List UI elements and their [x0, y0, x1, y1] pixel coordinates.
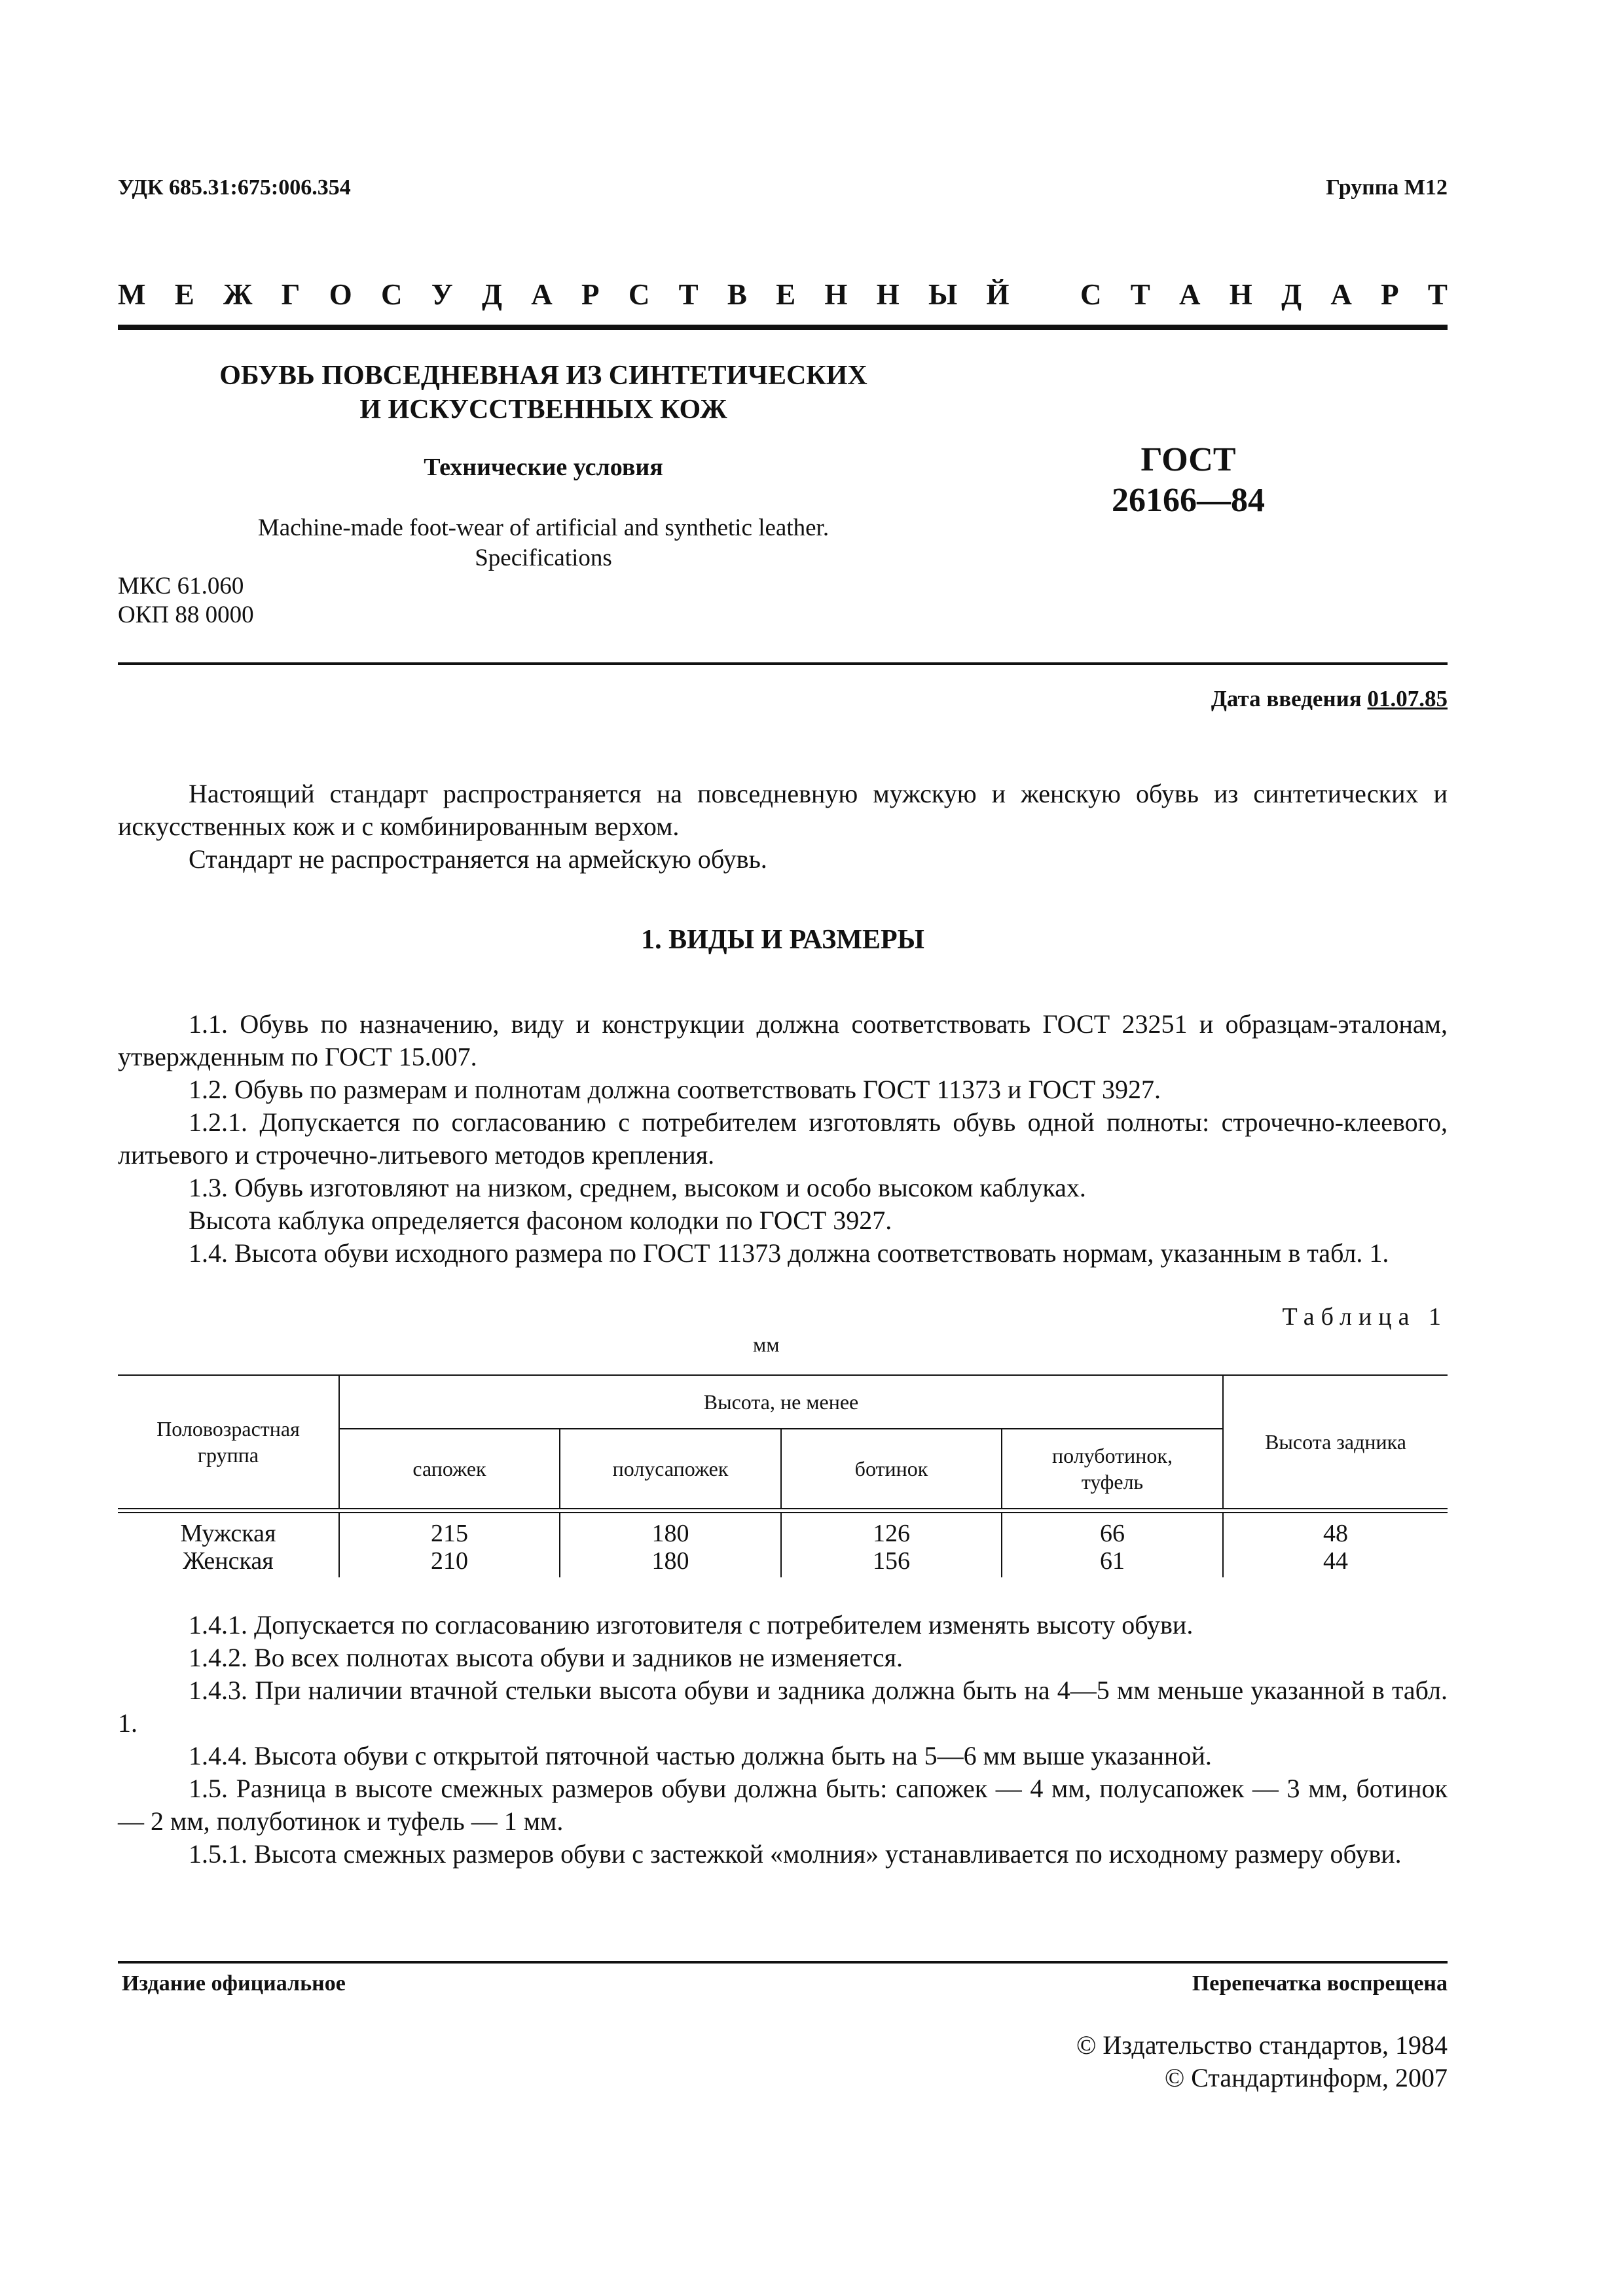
paragraph-1-4-3: 1.4.3. При наличии втачной стельки высота обуви и задника должна быть на 4—5 мм меньше указанной в табл. 1.: [118, 1676, 1448, 1738]
title-line-1: ОБУВЬ ПОВСЕДНЕВНАЯ ИЗ СИНТЕТИЧЕСКИХ: [219, 361, 867, 391]
cell-value: 126: [781, 1513, 1002, 1547]
effective-date-value: 01.07.85: [1367, 686, 1448, 711]
paragraph-heel-height: Высота каблука определяется фасоном колодки по ГОСТ 3927.: [189, 1206, 892, 1235]
cell-value: 156: [781, 1547, 1002, 1577]
paragraph-1-4-2: 1.4.2. Во всех полнотах высота обуви и задников не изменяется.: [189, 1643, 903, 1672]
banner-gap: [1038, 278, 1051, 312]
paragraph-1-2: 1.2. Обувь по размерам и полнотам должна соответствовать ГОСТ 11373 и ГОСТ 3927.: [189, 1075, 1161, 1104]
banner-letter: А: [1330, 278, 1352, 311]
cell-value: 66: [1002, 1513, 1223, 1547]
banner-letter: А: [1179, 278, 1201, 311]
paragraph-1-5-1: 1.5.1. Высота смежных размеров обуви с застежкой «молния» устанавливается по исходному размеру обуви.: [189, 1839, 1402, 1869]
group-code: Группа М12: [1326, 175, 1448, 200]
header-age-group: Половозрастная группа: [118, 1375, 339, 1509]
banner-letter: Д: [1281, 278, 1302, 311]
banner-letter: Т: [678, 278, 699, 311]
banner-letter: М: [118, 278, 146, 311]
banner-letter: Н: [1229, 278, 1252, 311]
cell-value: 61: [1002, 1547, 1223, 1577]
paragraph-1-4-4: 1.4.4. Высота обуви с открытой пяточной частью должна быть на 5—6 мм выше указанной.: [189, 1741, 1212, 1770]
mks-code: МКС 61.060: [118, 573, 244, 600]
copyright-line-2: © Стандартинформ, 2007: [1164, 2063, 1448, 2092]
banner-letter: С: [1080, 278, 1102, 311]
copyright-line-1: © Издательство стандартов, 1984: [1076, 2030, 1448, 2060]
introduction: [118, 778, 1448, 876]
banner-letter: Ы: [928, 278, 958, 311]
banner-letter: Ж: [223, 278, 253, 311]
banner-letter: С: [380, 278, 403, 311]
banner-letter: В: [727, 278, 747, 311]
title-rule: [118, 662, 1448, 665]
standard-type-banner: [118, 278, 1448, 312]
paragraph-1-2-1: 1.2.1. Допускается по согласованию с потребителем изготовлять обувь одной полноты: строчечно-клеевого, литьевого и строчечно-литьевого методов крепления.: [118, 1107, 1448, 1170]
effective-date: [1211, 686, 1448, 712]
classification-codes: [118, 572, 254, 630]
cell-value: 180: [560, 1513, 781, 1547]
reprint-forbidden: Перепечатка воспрещена: [1192, 1971, 1448, 1996]
paragraph-1-1: 1.1. Обувь по назначению, виду и конструкции должна соответствовать ГОСТ 23251 и образцам-эталонам, утвержденным по ГОСТ 15.007.: [118, 1009, 1448, 1071]
banner-letter: Г: [281, 278, 301, 311]
cell-group: Мужская: [180, 1520, 276, 1547]
table-unit: мм: [753, 1333, 780, 1356]
okp-code: ОКП 88 0000: [118, 601, 254, 628]
banner-letter: Р: [1381, 278, 1399, 311]
banner-letter: Н: [824, 278, 848, 311]
section-1-text: [118, 1008, 1448, 1270]
title-line-2: И ИСКУССТВЕННЫХ КОЖ: [359, 395, 727, 425]
english-title-line-1: Machine-made foot-wear of artificial and synthetic leather.: [257, 514, 830, 541]
udk-code: УДК 685.31:675:006.354: [118, 175, 351, 200]
banner-letter: Д: [482, 278, 503, 311]
section-1-heading: 1. ВИДЫ И РАЗМЕРЫ: [641, 925, 924, 955]
cell-group: Женская: [183, 1547, 274, 1575]
banner-letter: Т: [1130, 278, 1150, 311]
table-row: [118, 1547, 1448, 1577]
header-heel-height: Высота задника: [1223, 1375, 1448, 1509]
document-subtitle: Технические условия: [424, 454, 663, 481]
gost-label: ГОСТ: [1140, 441, 1236, 478]
table-row: [118, 1513, 1448, 1547]
english-title: [118, 513, 969, 573]
effective-date-label: Дата введения: [1211, 686, 1362, 711]
gost-number: [1034, 440, 1342, 521]
header-rule: [118, 325, 1448, 330]
intro-paragraph: Настоящий стандарт распространяется на повседневную мужскую и женскую обувь из синтетических и искусственных кож и с комбинированным верхом.: [118, 779, 1448, 841]
table-1: [118, 1374, 1448, 1577]
after-table-text: [118, 1609, 1448, 1871]
banner-letter: Е: [776, 278, 796, 311]
paragraph-1-4-1: 1.4.1. Допускается по согласованию изготовителя с потребителем изменять высоту обуви.: [189, 1610, 1194, 1640]
official-edition: Издание официальное: [122, 1971, 346, 1996]
paragraph-1-3: 1.3. Обувь изготовляют на низком, среднем, высоком и особо высоком каблуках.: [189, 1173, 1086, 1202]
paragraph-1-5: 1.5. Разница в высоте смежных размеров обуви должна быть: сапожек — 4 мм, полусапожек — 3 мм, ботинок — 2 мм, полуботинок и туфель — 1 мм.: [118, 1774, 1448, 1836]
subheader-shoes: полуботинок, туфель: [1002, 1429, 1223, 1509]
banner-letter: Е: [174, 278, 194, 311]
cell-heel: 44: [1223, 1547, 1448, 1577]
cell-value: 210: [339, 1547, 560, 1577]
banner-letter: А: [531, 278, 553, 311]
paragraph-1-4: 1.4. Высота обуви исходного размера по ГОСТ 11373 должна соответствовать нормам, указанным в табл. 1.: [189, 1238, 1389, 1268]
banner-letter: У: [431, 278, 453, 311]
intro-paragraph: Стандарт не распространяется на армейскую обувь.: [189, 844, 767, 874]
header-height: Высота, не менее: [339, 1375, 1223, 1429]
banner-letter: Н: [876, 278, 900, 311]
banner-letter: О: [329, 278, 352, 311]
gost-code: 26166—84: [1112, 482, 1265, 519]
cell-value: 180: [560, 1547, 781, 1577]
banner-letter: С: [628, 278, 650, 311]
subheader-boots: сапожек: [339, 1429, 560, 1509]
subheader-half-boots: полусапожек: [560, 1429, 781, 1509]
cell-value: 215: [339, 1513, 560, 1547]
footer-rule: [118, 1961, 1448, 1964]
document-title: [118, 359, 969, 427]
copyright: [1076, 2029, 1448, 2094]
banner-letter: Й: [986, 278, 1010, 311]
table-caption: Таблица 1: [1282, 1303, 1448, 1331]
banner-letter: Р: [581, 278, 600, 311]
subheader-ankle-boots: ботинок: [781, 1429, 1002, 1509]
english-title-line-2: Specifications: [475, 545, 612, 571]
banner-letter: Т: [1427, 278, 1448, 311]
cell-heel: 48: [1223, 1513, 1448, 1547]
